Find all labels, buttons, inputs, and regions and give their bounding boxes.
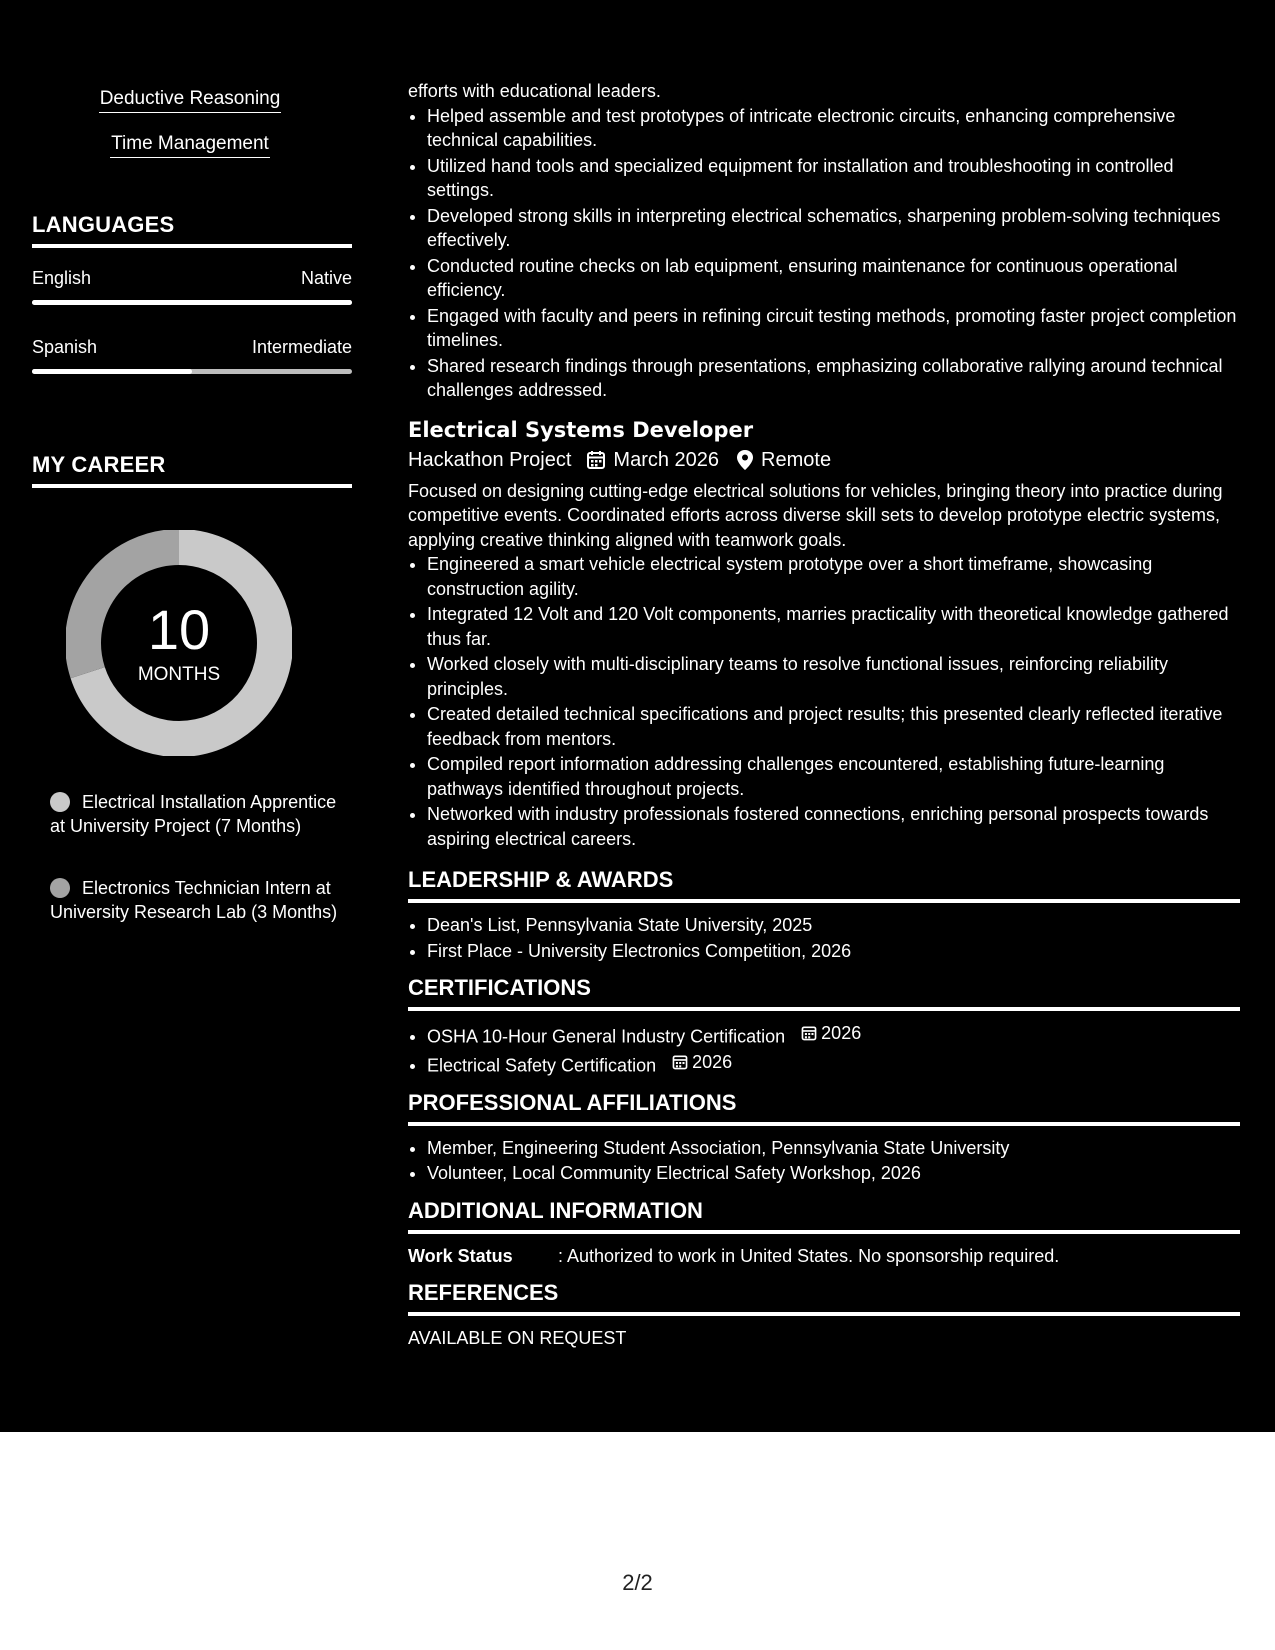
list-item: • Engaged with faculty and peers in refining circuit testing methods, promoting faster project completion timelines. bbox=[427, 304, 1240, 353]
career-heading: MY CAREER bbox=[32, 452, 352, 488]
additional-info-heading: ADDITIONAL INFORMATION bbox=[408, 1198, 1240, 1234]
certifications-list bbox=[408, 1021, 1240, 1078]
main-content bbox=[408, 0, 1240, 1432]
certifications-heading: CERTIFICATIONS bbox=[408, 975, 1240, 1011]
legend-dot-icon bbox=[50, 878, 70, 898]
career-item-label: Electrical Installation Apprentice at University Project (7 Months) bbox=[50, 792, 337, 836]
list-item: • Dean's List, Pennsylvania State University, 2025 bbox=[427, 913, 1240, 938]
list-item: • Engineered a smart vehicle electrical system prototype over a short timeframe, showcasing construction agility. bbox=[427, 552, 1240, 601]
language-level: Intermediate bbox=[251, 337, 352, 357]
certification-date bbox=[671, 1050, 732, 1075]
list-item: • Integrated 12 Volt and 120 Volt components, marries practicality with theoretical knowledge gathered thus far. bbox=[427, 602, 1240, 651]
work-status-row bbox=[408, 1244, 1240, 1268]
skill-label: Deductive Reasoning bbox=[99, 88, 282, 113]
list-item bbox=[427, 1021, 1240, 1049]
certification-year: 2026 bbox=[692, 1051, 733, 1072]
list-item: • Created detailed technical specifications and project results; this presented clearly reflected iterative feedback from mentors. bbox=[427, 702, 1240, 751]
job-bullets bbox=[408, 552, 1240, 851]
skill-item bbox=[0, 133, 380, 158]
list-item: • Networked with industry professionals fostered connections, enriching personal prospects towards aspiring electrical careers. bbox=[427, 802, 1240, 851]
job-summary: Focused on designing cutting-edge electrical solutions for vehicles, bringing theory into practice during competitive events. Coordinated efforts across diverse skill sets to develop prototype electric systems, applying creative thinking aligned with teamwork goals. bbox=[408, 480, 1223, 550]
career-total-unit: MONTHS bbox=[137, 664, 221, 685]
affiliations-heading: PROFESSIONAL AFFILIATIONS bbox=[408, 1090, 1240, 1126]
job-date: March 2026 bbox=[613, 448, 720, 471]
language-proficiency-bar bbox=[32, 300, 352, 305]
certification-year: 2026 bbox=[821, 1023, 862, 1043]
location-pin-icon bbox=[735, 449, 755, 471]
certification-date bbox=[800, 1021, 861, 1046]
career-item-label: Electronics Technician Intern at University Research Lab (3 Months) bbox=[50, 878, 338, 922]
language-proficiency-bar bbox=[32, 369, 352, 374]
list-item: • Developed strong skills in interpreting electrical schematics, sharpening problem-solving techniques effectively. bbox=[427, 204, 1240, 253]
language-row bbox=[32, 337, 352, 358]
career-total-months: 10 bbox=[147, 598, 211, 661]
leadership-heading: LEADERSHIP & AWARDS bbox=[408, 867, 1240, 903]
job-location: Remote bbox=[761, 448, 832, 471]
language-name: English bbox=[32, 268, 92, 288]
calendar-icon bbox=[671, 1053, 689, 1071]
language-proficiency-fill bbox=[32, 300, 352, 305]
sidebar bbox=[0, 0, 380, 1432]
certification-name: OSHA 10-Hour General Industry Certification bbox=[427, 1026, 786, 1047]
work-status-value: : Authorized to work in United States. No sponsorship required. bbox=[558, 1245, 1060, 1266]
skill-item bbox=[0, 88, 380, 113]
previous-job-continuation: efforts with educational leaders. bbox=[408, 81, 661, 101]
skill-label: Time Management bbox=[110, 133, 270, 158]
certification-name: Electrical Safety Certification bbox=[427, 1055, 657, 1075]
job-title: Electrical Systems Developer bbox=[408, 417, 754, 442]
list-item: • Worked closely with multi-disciplinary teams to resolve functional issues, reinforcing reliability principles. bbox=[427, 652, 1240, 701]
list-item: • Helped assemble and test prototypes of intricate electronic circuits, enhancing comprehensive technical capabilities. bbox=[427, 104, 1240, 153]
languages-heading: LANGUAGES bbox=[32, 212, 352, 248]
page-number: 2/2 bbox=[622, 1570, 653, 1595]
career-item bbox=[50, 790, 340, 838]
leadership-list bbox=[408, 913, 1240, 963]
language-proficiency-fill bbox=[32, 369, 192, 374]
work-status-label: Work Status bbox=[408, 1245, 513, 1266]
list-item: • Conducted routine checks on lab equipment, ensuring maintenance for continuous operational efficiency. bbox=[427, 254, 1240, 303]
language-name: Spanish bbox=[32, 337, 98, 357]
legend-dot-icon bbox=[50, 792, 70, 812]
references-heading: REFERENCES bbox=[408, 1280, 1240, 1316]
calendar-icon bbox=[800, 1024, 818, 1042]
list-item: • Shared research findings through presentations, emphasizing collaborative rallying around technical challenges addressed. bbox=[427, 354, 1240, 403]
list-item bbox=[427, 1050, 1240, 1078]
list-item: • Utilized hand tools and specialized equipment for installation and troubleshooting in controlled settings. bbox=[427, 154, 1240, 203]
language-level: Native bbox=[300, 268, 352, 288]
list-item: • Volunteer, Local Community Electrical Safety Workshop, 2026 bbox=[427, 1161, 1240, 1186]
job-meta bbox=[408, 445, 1240, 475]
list-item: • First Place - University Electronics Competition, 2026 bbox=[427, 939, 1240, 964]
previous-job-bullets bbox=[408, 104, 1240, 403]
affiliations-list bbox=[408, 1136, 1240, 1186]
career-item bbox=[50, 876, 340, 924]
list-item: • Member, Engineering Student Association, Pennsylvania State University bbox=[427, 1136, 1240, 1161]
list-item: • Compiled report information addressing challenges encountered, establishing future-learning pathways identified throughout projects. bbox=[427, 752, 1240, 801]
language-row bbox=[32, 268, 352, 289]
references-value: AVAILABLE ON REQUEST bbox=[408, 1327, 627, 1348]
calendar-icon bbox=[585, 449, 607, 471]
job-company: Hackathon Project bbox=[408, 448, 572, 471]
